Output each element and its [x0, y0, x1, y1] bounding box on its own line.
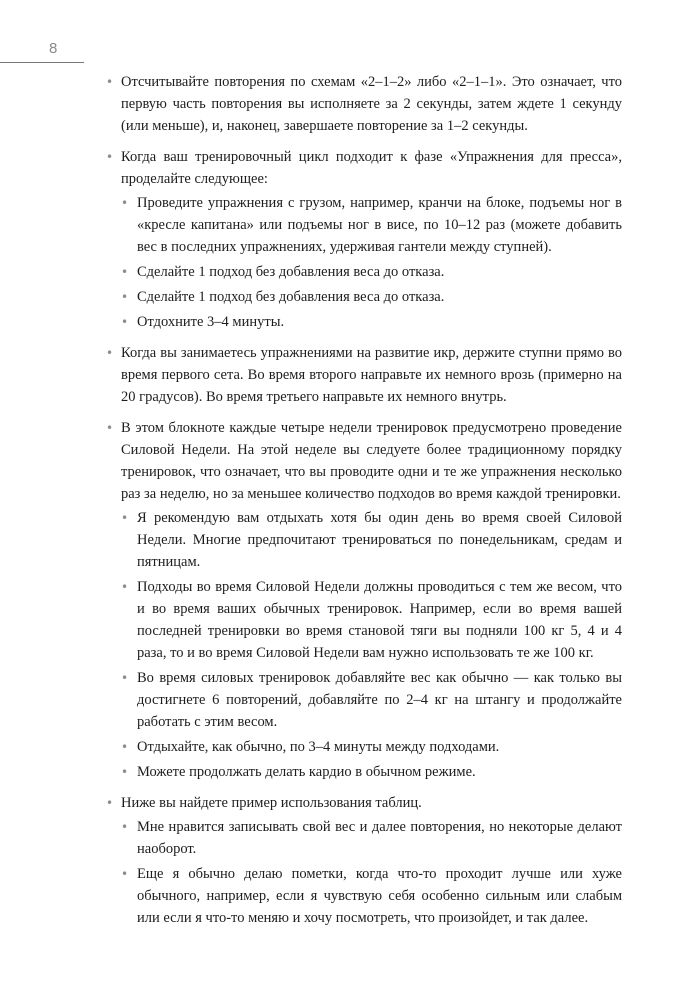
bullet-dot-icon: •: [121, 867, 129, 881]
list-item-text: В этом блокноте каждые четыре недели тренировок предусмотрено проведение Силовой Недели. На этой неделе вы следуете более традиционному порядку тренировок, что означает, что вы проводите одни и те же упражнения несколько раз за неделю, но за меньшее количество подходов во время каждой тренировки.: [121, 420, 622, 502]
list-item-text: Когда вы занимаетесь упражнениями на развитие икр, держите ступни прямо во время первого сета. Во время второго направьте их немного врозь (примерно на 20 градусов). Во время третьего направьте их немного внутрь.: [121, 345, 622, 405]
sub-list-item: [121, 261, 622, 283]
list-item: [106, 342, 622, 408]
bullet-dot-icon: •: [121, 740, 129, 754]
bullet-dot-icon: •: [121, 765, 129, 779]
bullet-dot-icon: •: [121, 820, 129, 834]
bullet-dot-icon: •: [121, 290, 129, 304]
list-item: [106, 417, 622, 783]
sub-list-item-text: Мне нравится записывать свой вес и далее повторения, но некоторые делают наоборот.: [137, 819, 622, 857]
sub-list-item: [121, 286, 622, 308]
bullet-dot-icon: •: [121, 315, 129, 329]
bullet-list: [106, 71, 622, 929]
bullet-dot-icon: •: [106, 346, 114, 360]
sub-list-item-text: Во время силовых тренировок добавляйте вес как обычно — как только вы достигнете 6 повторений, добавляйте по 2–4 кг на штангу и продолжайте работать с этим весом.: [137, 670, 622, 730]
list-item-text: Когда ваш тренировочный цикл подходит к фазе «Упражнения для пресса», проделайте следующее:: [121, 149, 622, 187]
sub-list-item-text: Еще я обычно делаю пометки, когда что-то проходит лучше или хуже обычного, например, если я чувствую себя особенно сильным или слабым или если я что-то меняю и хочу посмотреть, что произойдет, и так далее.: [137, 866, 622, 926]
bullet-dot-icon: •: [121, 196, 129, 210]
sub-list-item: [121, 736, 622, 758]
sub-list-item-text: Я рекомендую вам отдыхать хотя бы один день во время своей Силовой Недели. Многие предпочитают тренироваться по понедельникам, средам и пятницам.: [137, 510, 622, 570]
bullet-dot-icon: •: [121, 511, 129, 525]
list-item: [106, 71, 622, 137]
list-item-text: Отсчитывайте повторения по схемам «2–1–2» либо «2–1–1». Это означает, что первую часть повторения вы исполняете за 2 секунды, затем ждете 1 секунду (или меньше), и, наконец, завершаете повторение за 1–2 секунды.: [121, 74, 622, 134]
sub-list-item-text: Отдыхайте, как обычно, по 3–4 минуты между подходами.: [137, 739, 500, 755]
sub-list-item-text: Проведите упражнения с грузом, например, кранчи на блоке, подъемы ног в «кресле капитана» или подъемы ног в висе, по 10–12 раз (можете добавить вес в последних упражнениях, удерживая гантели между ступней).: [137, 195, 622, 255]
bullet-dot-icon: •: [106, 796, 114, 810]
sub-list-item: [121, 576, 622, 664]
sub-list-item-text: Можете продолжать делать кардио в обычном режиме.: [137, 764, 476, 780]
sub-list-item: [121, 761, 622, 783]
bullet-dot-icon: •: [106, 75, 114, 89]
header-rule: [0, 62, 84, 63]
bullet-dot-icon: •: [121, 265, 129, 279]
sub-list-item-text: Сделайте 1 подход без добавления веса до отказа.: [137, 264, 445, 280]
list-item: [106, 146, 622, 333]
sub-list-item: [121, 667, 622, 733]
sub-list: [121, 816, 622, 929]
page-content: [106, 71, 622, 938]
sub-list-item-text: Подходы во время Силовой Недели должны проводиться с тем же весом, что и во время ваших обычных тренировок. Например, если во время вашей последней тренировки во время становой тяги вы подняли 100 кг 5, 4 и 4 раза, то и во время Силовой Недели вам нужно использовать те же 100 кг.: [137, 579, 622, 661]
page-number: 8: [49, 40, 58, 57]
bullet-dot-icon: •: [121, 580, 129, 594]
sub-list: [121, 192, 622, 333]
sub-list-item: [121, 507, 622, 573]
sub-list-item-text: Отдохните 3–4 минуты.: [137, 314, 285, 330]
sub-list-item: [121, 863, 622, 929]
sub-list-item: [121, 816, 622, 860]
sub-list-item: [121, 192, 622, 258]
sub-list: [121, 507, 622, 783]
bullet-dot-icon: •: [121, 671, 129, 685]
list-item-text: Ниже вы найдете пример использования таблиц.: [121, 795, 422, 811]
bullet-dot-icon: •: [106, 421, 114, 435]
bullet-dot-icon: •: [106, 150, 114, 164]
list-item: [106, 792, 622, 929]
sub-list-item: [121, 311, 622, 333]
sub-list-item-text: Сделайте 1 подход без добавления веса до отказа.: [137, 289, 445, 305]
